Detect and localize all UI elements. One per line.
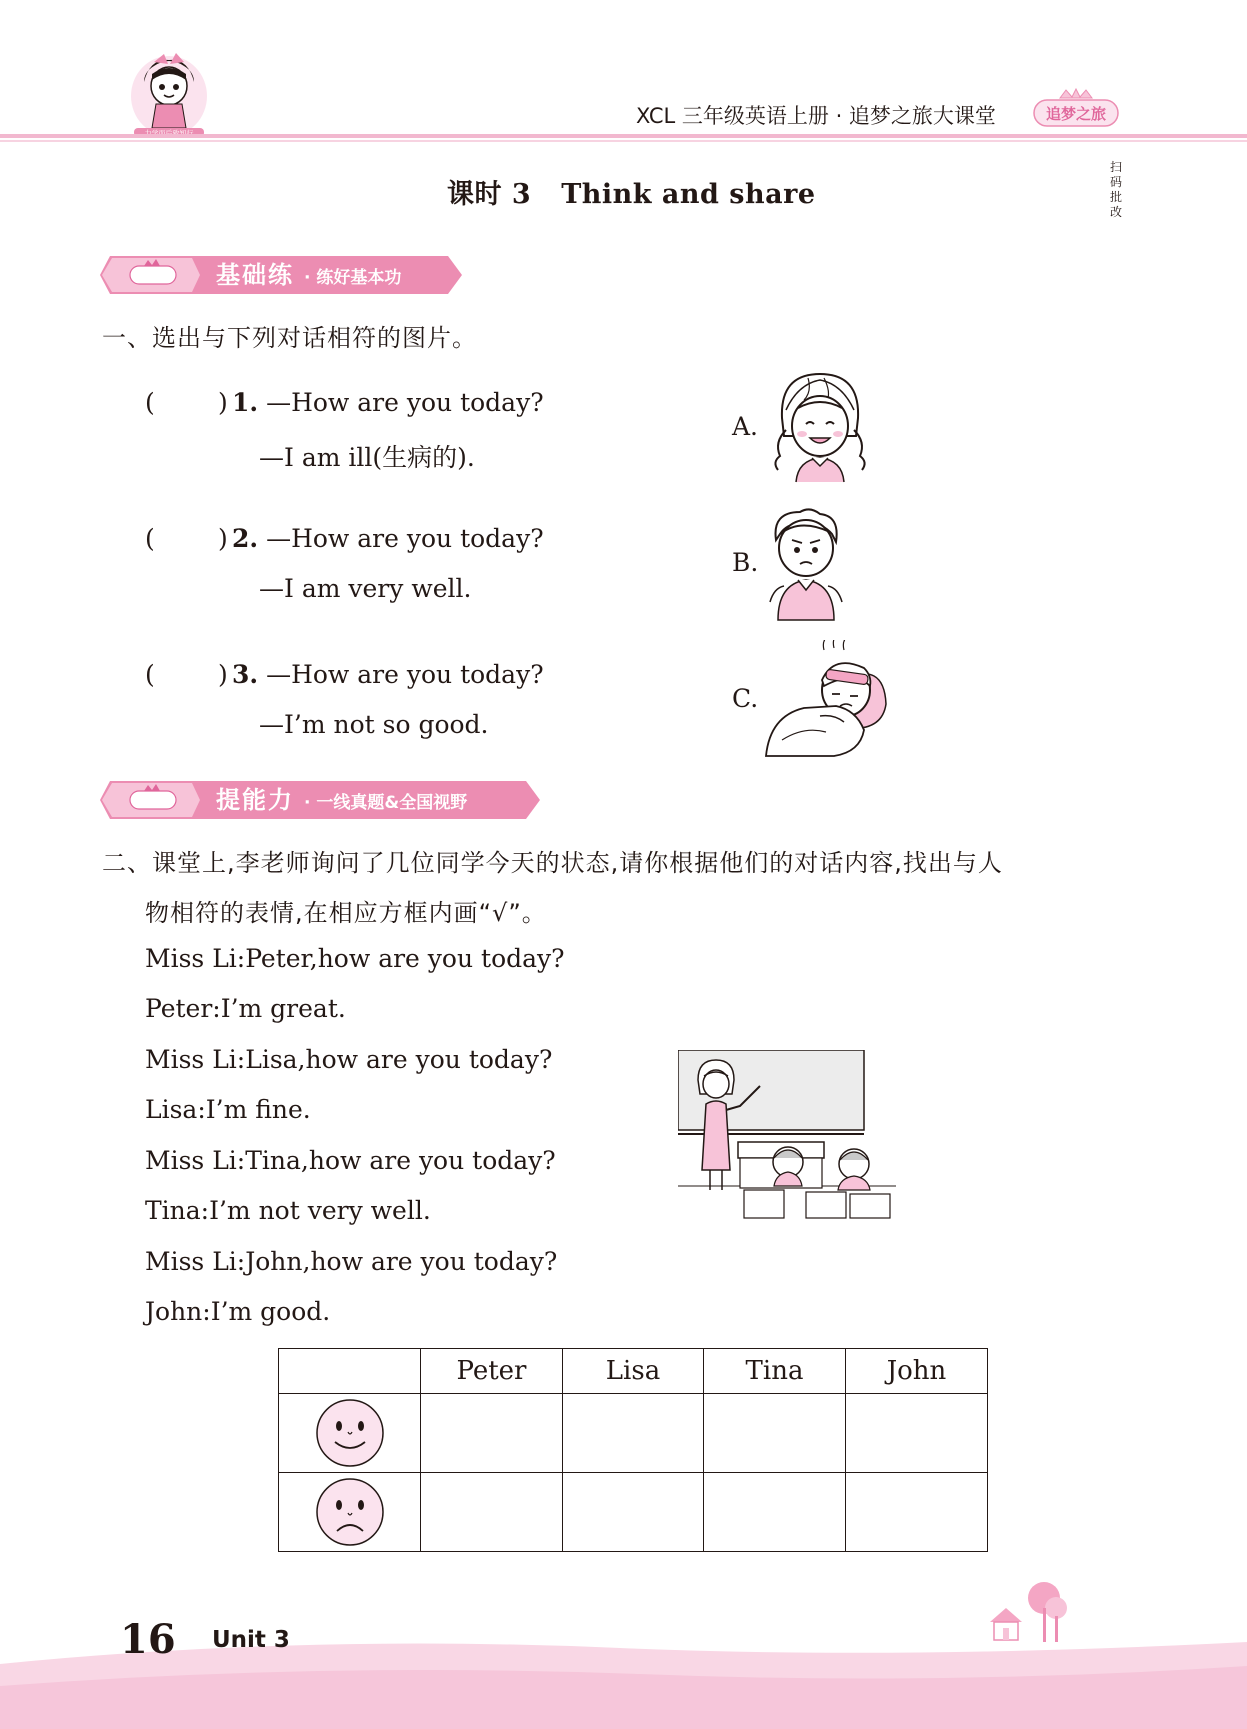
item3-question: —How are you today? — [266, 660, 544, 689]
option-a-label: A. — [732, 412, 759, 441]
scan-to-grade-label — [1108, 160, 1124, 220]
section2-banner-sub: · 一线真题&全国视野 — [304, 793, 468, 813]
dialogue-line: Peter:I’m great. — [145, 994, 346, 1023]
item2-number: 2. — [232, 524, 259, 553]
checkbox-cell-tina-happy[interactable] — [704, 1394, 846, 1473]
checkbox-cell-lisa-happy[interactable] — [563, 1394, 704, 1473]
section2-heading-line1: 二、课堂上,李老师询问了几位同学今天的状态,请你根据他们的对话内容,找出与人 — [102, 849, 1003, 877]
checkbox-cell-john-sad[interactable] — [846, 1473, 988, 1552]
dialogue-line: Miss Li:Peter,how are you today? — [145, 944, 565, 973]
side-char: 码 — [1109, 175, 1122, 189]
table-header-row — [279, 1349, 988, 1394]
item2-line2: —I am very well. — [259, 574, 472, 603]
house-trees-icon — [984, 1578, 1070, 1644]
column-header: Peter — [421, 1349, 563, 1394]
section1-banner-sub: · 练好基本功 — [304, 268, 402, 288]
checkbox-cell-tina-sad[interactable] — [704, 1473, 846, 1552]
checkbox-cell-peter-happy[interactable] — [421, 1394, 563, 1473]
section2-heading-line2: 物相符的表情,在相应方框内画“√”。 — [145, 899, 547, 927]
lesson-name: Think and share — [561, 179, 816, 210]
lesson-title — [447, 172, 816, 211]
section1-banner-main: 基础练 — [216, 261, 294, 289]
header-rule — [0, 134, 1247, 138]
feelings-table — [278, 1348, 988, 1552]
face-cell — [279, 1394, 421, 1473]
happy-face-icon — [315, 1398, 385, 1468]
dialogue-line: Tina:I’m not very well. — [145, 1196, 431, 1225]
footer-wave — [0, 1634, 1247, 1729]
mascot-logo — [128, 48, 210, 140]
item2-question: —How are you today? — [266, 524, 544, 553]
column-header: John — [846, 1349, 988, 1394]
column-header: Tina — [704, 1349, 846, 1394]
item3-line1 — [232, 660, 544, 689]
dialogue-line: Miss Li:John,how are you today? — [145, 1247, 558, 1276]
section1-heading: 一、选出与下列对话相符的图片。 — [102, 324, 477, 352]
item1-question: —How are you today? — [266, 388, 544, 417]
section2-banner-text — [216, 781, 467, 819]
option-c-label: C. — [732, 684, 759, 713]
lesson-label: 课时 3 — [447, 179, 532, 210]
header-rule-thin — [0, 140, 1247, 142]
table-row — [279, 1473, 988, 1552]
dialogue-line: John:I’m good. — [145, 1297, 331, 1326]
header-title: XCL 三年级英语上册 · 追梦之旅大课堂 — [636, 104, 996, 128]
face-cell — [279, 1473, 421, 1552]
dialogue-line: Miss Li:Lisa,how are you today? — [145, 1045, 553, 1074]
side-char: 扫 — [1109, 160, 1122, 174]
answer-paren-close: ) — [218, 388, 228, 417]
answer-paren-open: ( — [145, 388, 155, 417]
checkbox-cell-peter-sad[interactable] — [421, 1473, 563, 1552]
item3-line2: —I’m not so good. — [259, 710, 489, 739]
section1-banner-text — [216, 256, 401, 294]
item1-line2: —I am ill(生病的). — [259, 443, 475, 472]
side-char: 改 — [1109, 205, 1122, 219]
brand-logo-text: 追梦之旅 — [1045, 105, 1107, 123]
item3-number: 3. — [232, 660, 259, 689]
table-row — [279, 1394, 988, 1473]
answer-paren-close: ) — [218, 660, 228, 689]
happy-girl-picture — [768, 370, 874, 486]
sad-face-icon — [315, 1477, 385, 1547]
answer-paren-close: ) — [218, 524, 228, 553]
answer-paren-open: ( — [145, 660, 155, 689]
item1-line1 — [232, 388, 544, 417]
checkbox-cell-lisa-sad[interactable] — [563, 1473, 704, 1552]
table-corner-cell — [279, 1349, 421, 1394]
brand-logo — [1030, 88, 1122, 134]
page-number: 16 — [120, 1616, 176, 1663]
section2-banner-main: 提能力 — [216, 786, 294, 814]
sad-boy-picture — [764, 506, 844, 622]
item1-number: 1. — [232, 388, 259, 417]
sick-child-in-bed-picture — [764, 640, 892, 758]
option-b-label: B. — [732, 548, 759, 577]
answer-paren-open: ( — [145, 524, 155, 553]
column-header: Lisa — [563, 1349, 704, 1394]
unit-label: Unit 3 — [212, 1627, 290, 1653]
dialogue-line: Miss Li:Tina,how are you today? — [145, 1146, 556, 1175]
dialogue-line: Lisa:I’m fine. — [145, 1095, 311, 1124]
checkbox-cell-john-happy[interactable] — [846, 1394, 988, 1473]
classroom-picture — [678, 1050, 896, 1222]
item2-line1 — [232, 524, 544, 553]
side-char: 批 — [1109, 190, 1122, 204]
